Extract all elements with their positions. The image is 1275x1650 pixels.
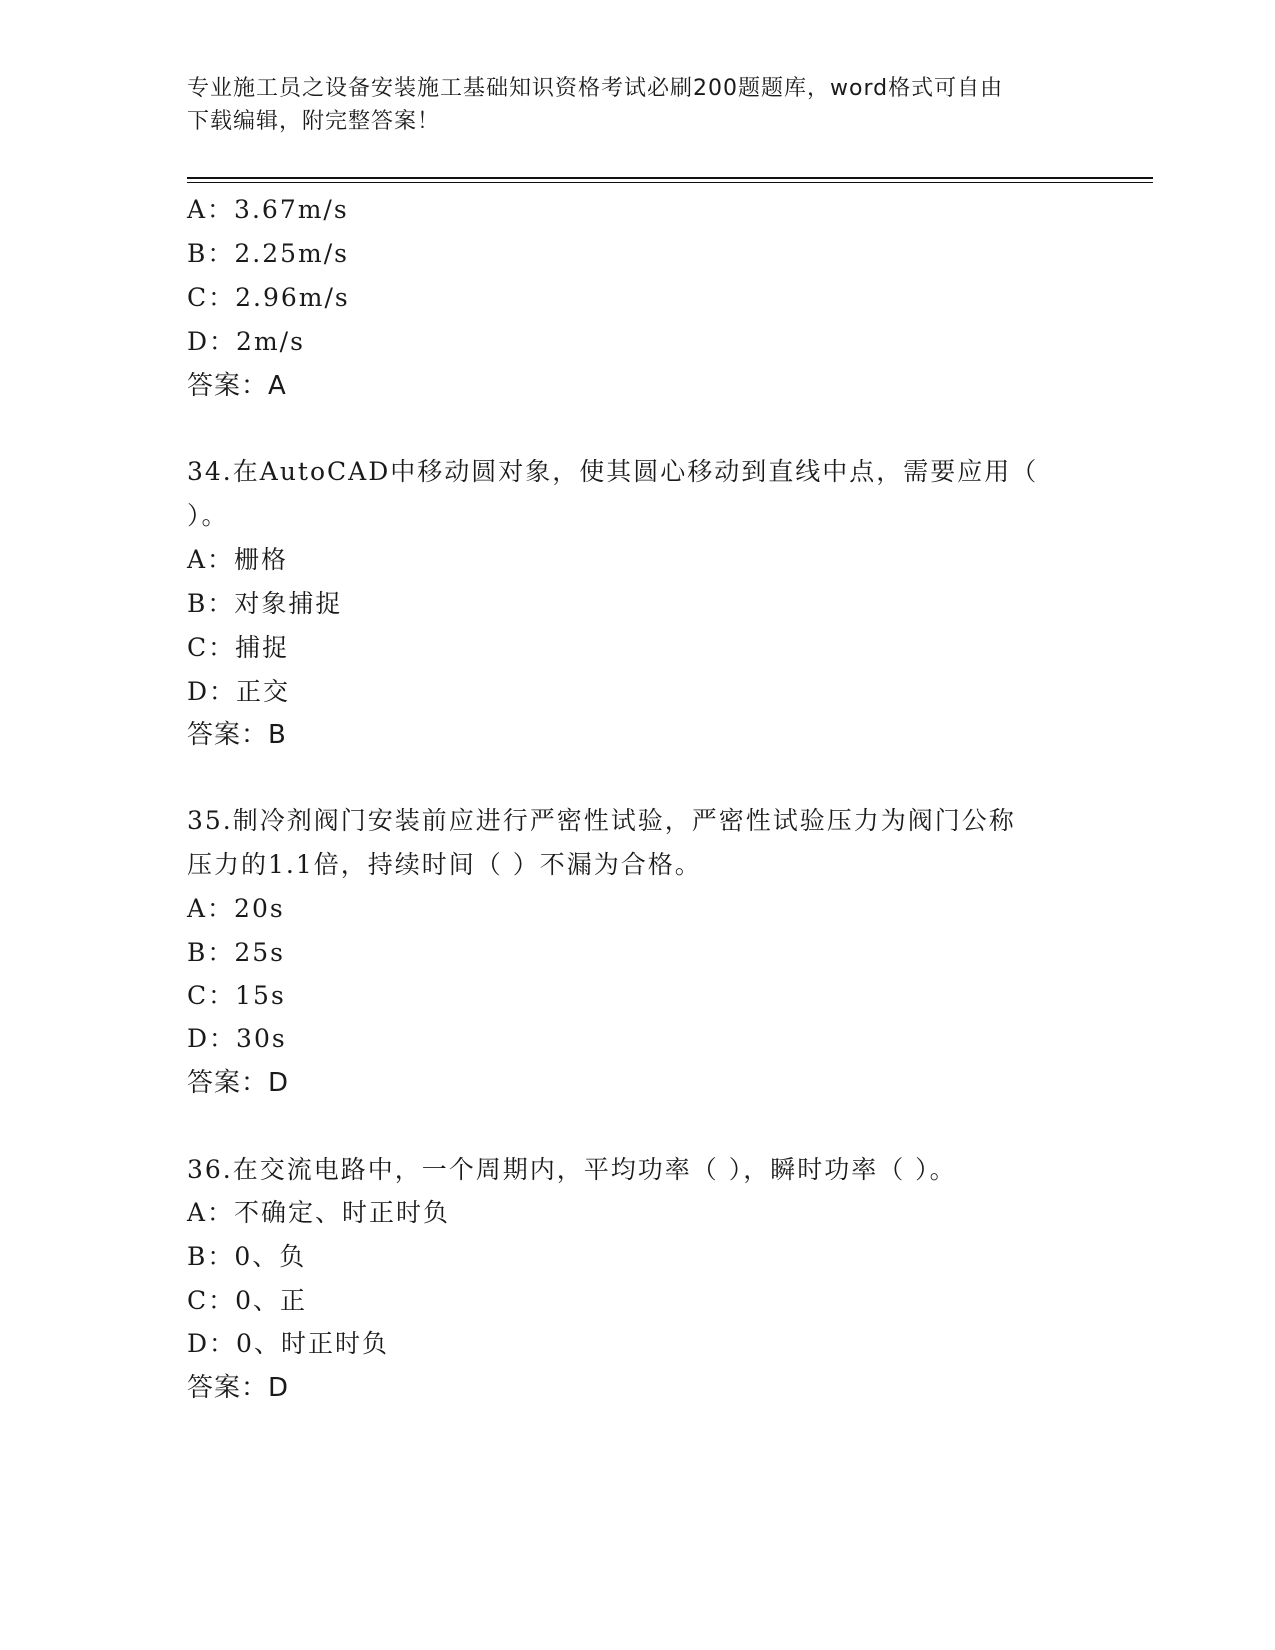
q36-option-d: D：0、时正时负 <box>187 1329 389 1358</box>
q33-option-c: C：2.96m/s <box>187 283 350 312</box>
q33-option-b: B：2.25m/s <box>187 239 349 268</box>
q35-stem-line-2: 压力的1.1倍，持续时间（ ）不漏为合格。 <box>187 850 702 879</box>
q34-stem-line-1: 34.在AutoCAD中移动圆对象，使其圆心移动到直线中点，需要应用（ <box>187 457 1039 486</box>
header-line-1: 专业施工员之设备安装施工基础知识资格考试必刷200题题库，word格式可自由 <box>187 76 1004 101</box>
q36-option-b: B：0、负 <box>187 1242 307 1271</box>
q36-stem-line-1: 36.在交流电路中，一个周期内，平均功率（ ），瞬时功率（ ）。 <box>187 1155 957 1184</box>
q35-option-a: A：20s <box>187 894 285 923</box>
q34-stem-line-2: ）。 <box>187 501 229 530</box>
q34-option-c: C：捕捉 <box>187 633 290 662</box>
header-divider-thin <box>187 182 1153 183</box>
document-header <box>187 72 1087 138</box>
q35-option-d: D：30s <box>187 1024 287 1053</box>
q33-option-a: A：3.67m/s <box>187 195 349 224</box>
q36-answer: 答案：D <box>187 1373 290 1403</box>
q33-answer: 答案：A <box>187 371 287 401</box>
q34-option-b: B：对象捕捉 <box>187 589 343 618</box>
q35-option-b: B：25s <box>187 938 286 967</box>
q36-option-a: A：不确定、时正时负 <box>187 1198 451 1227</box>
q34-answer: 答案：B <box>187 720 287 750</box>
q35-stem-line-1: 35.制冷剂阀门安装前应进行严密性试验，严密性试验压力为阀门公称 <box>187 806 1016 835</box>
header-divider-thick <box>187 177 1153 179</box>
q34-option-a: A：栅格 <box>187 545 289 574</box>
q36-option-c: C：0、正 <box>187 1286 308 1315</box>
q35-option-c: C：15s <box>187 981 286 1010</box>
q33-option-d: D：2m/s <box>187 327 305 356</box>
header-line-2: 下载编辑，附完整答案！ <box>187 109 441 134</box>
q34-option-d: D：正交 <box>187 677 291 706</box>
q35-answer: 答案：D <box>187 1068 290 1098</box>
